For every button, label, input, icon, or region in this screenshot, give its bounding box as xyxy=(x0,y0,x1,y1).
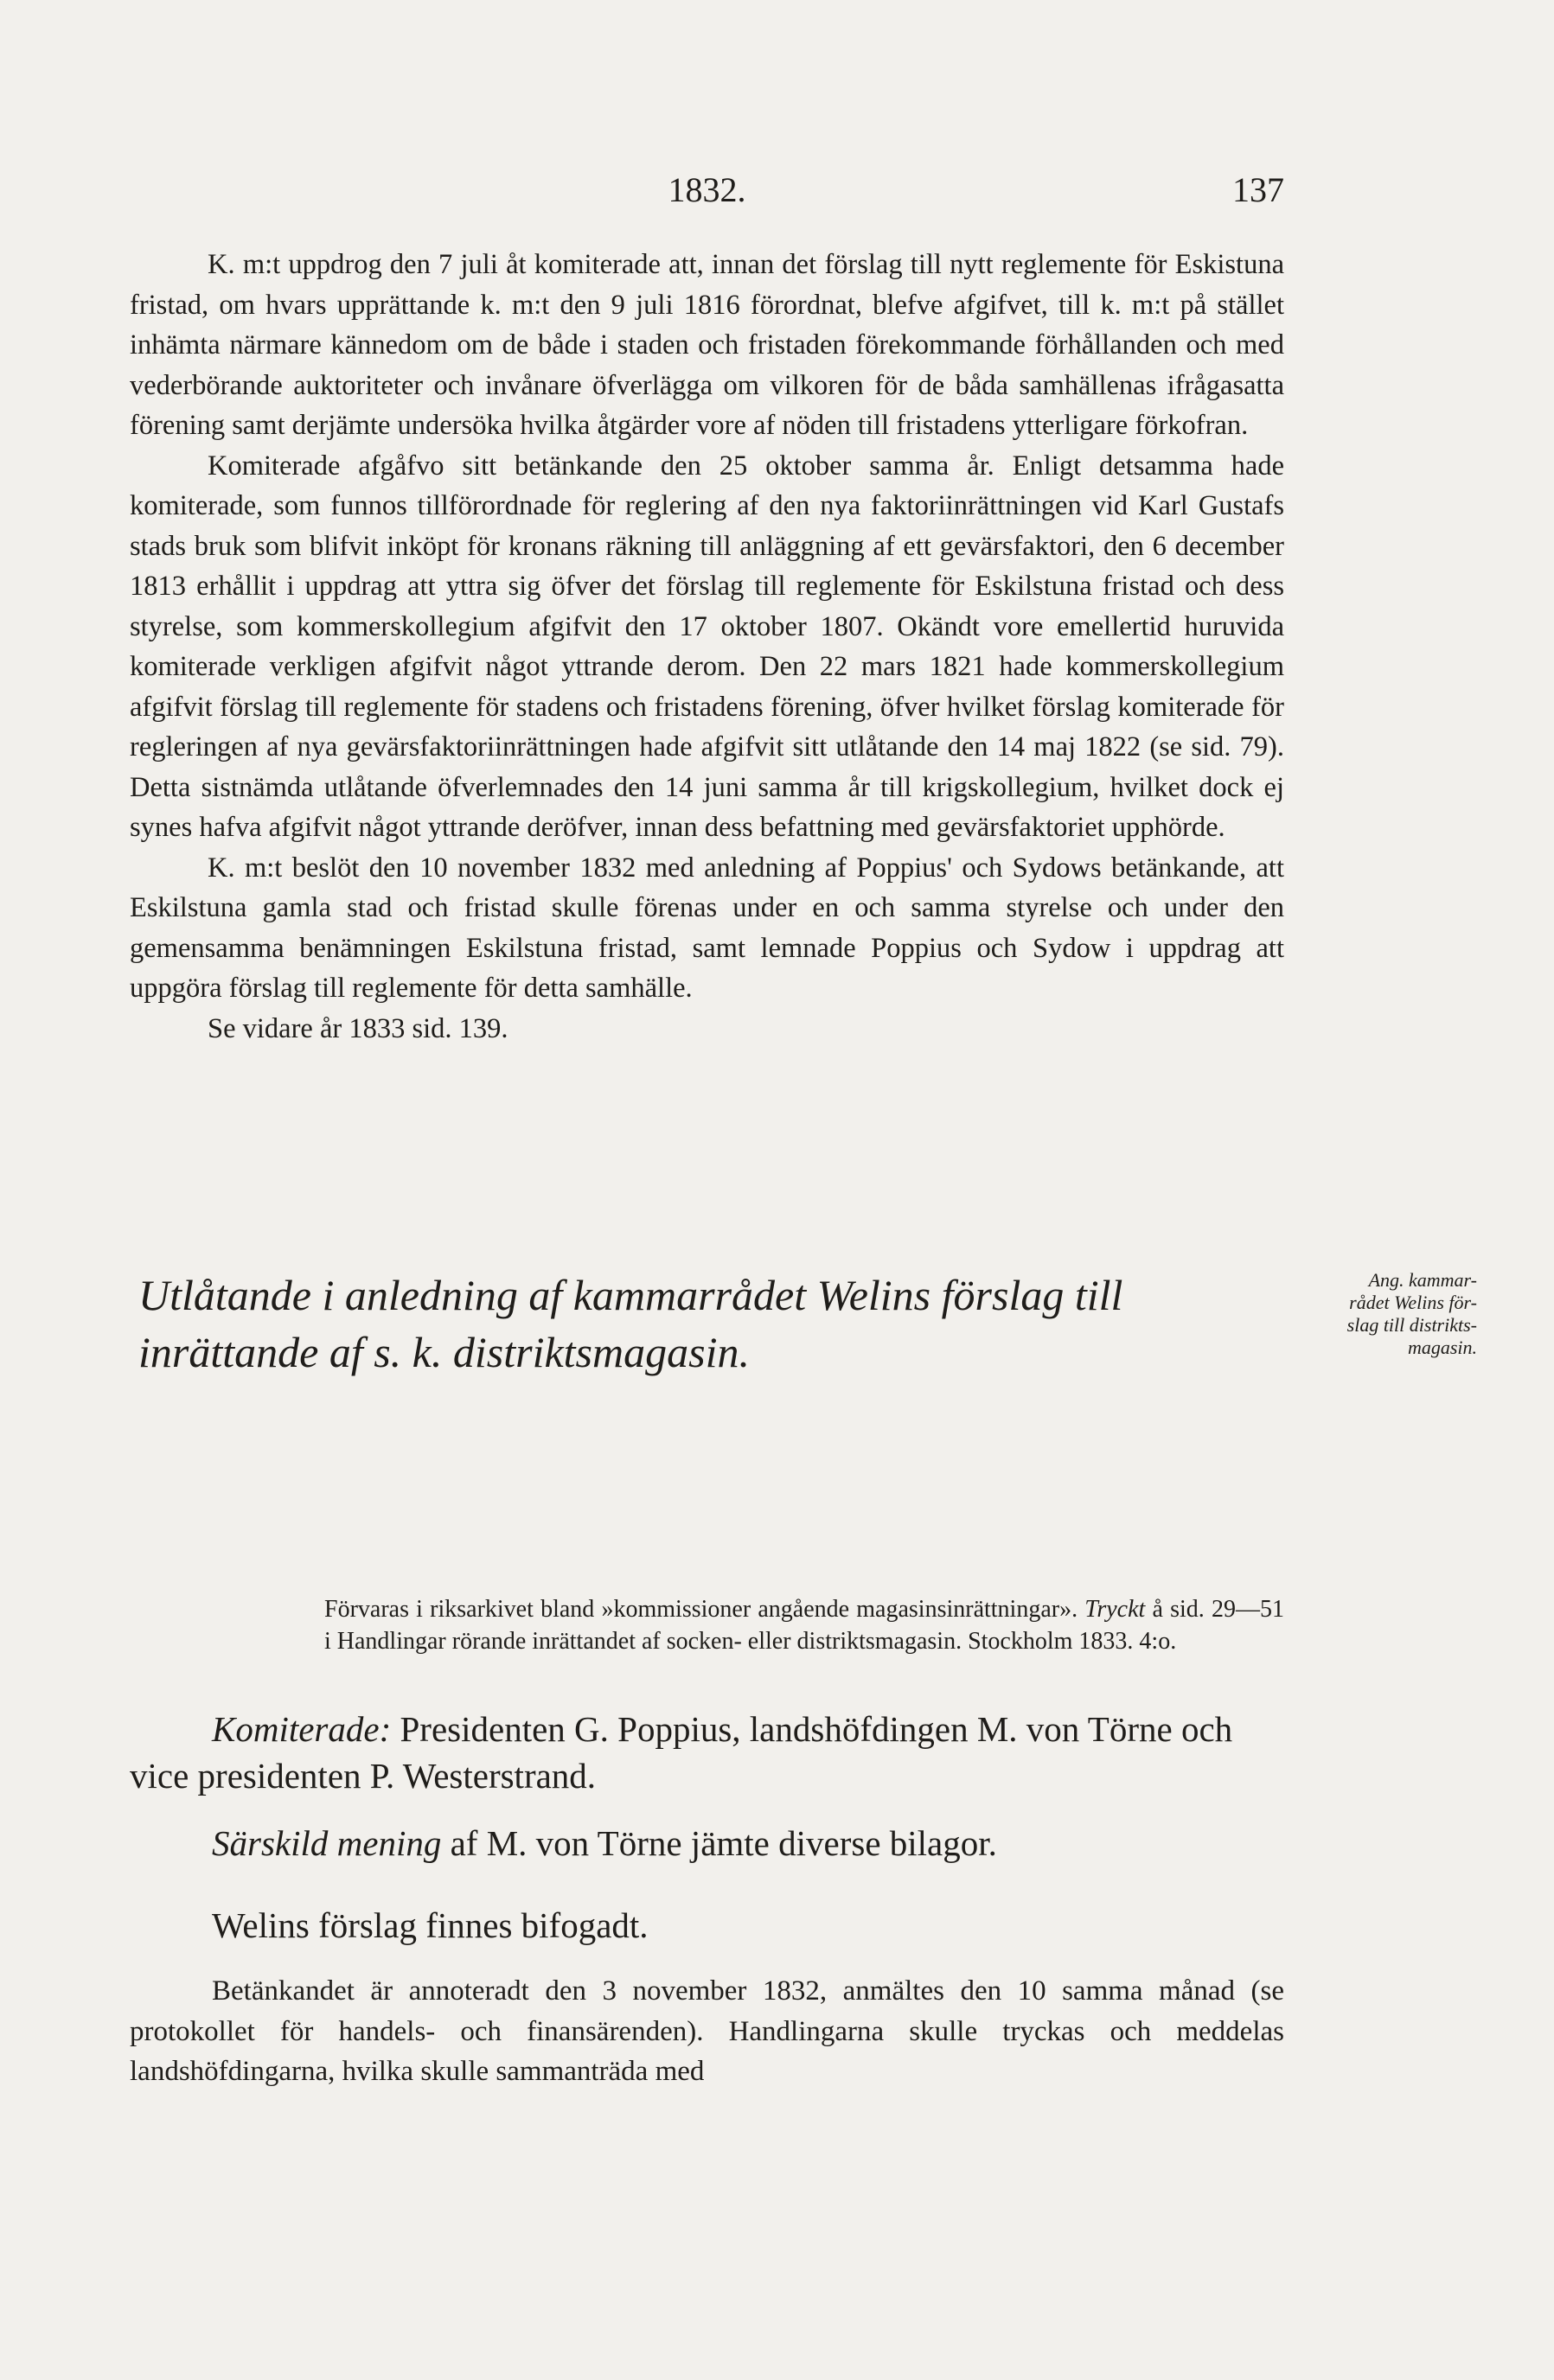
source-note xyxy=(324,1593,1284,1657)
page-number: 137 xyxy=(1232,170,1284,209)
section-heading xyxy=(138,1267,1280,1381)
komiterade-label: Komiterade: xyxy=(212,1709,392,1749)
source-note-text: Förvaras i riksarkivet bland »kommissioner angående magasinsinrättningar». xyxy=(324,1596,1085,1623)
paragraph-3: K. m:t beslöt den 10 november 1832 med anledning af Poppius' och Sydows betänkande, att Eskilstuna gamla stad och fristad skulle förenas under en och samma styrelse och under den gemensamma benämningen Eskilstuna fristad, samt lemnade Poppius och Sydow i uppdrag att uppgöra förslag till reglemente för detta samhälle. xyxy=(130,852,1284,1004)
section-heading-line-1: Utlåtande i anledning af kammarrådet Welins förslag till xyxy=(138,1271,1123,1319)
paragraph-1: K. m:t uppdrog den 7 juli åt komiterade att, innan det förslag till nytt reglemente för Eskistuna fristad, om hvars upprättande k. m:t den 9 juli 1816 förordnat, blefve afgifvet, till k. m:t på stället inhämta närmare kännedom om de både i staden och fristaden förekommande förhållanden och med vederbörande auktoriteter och invånare öfverlägga om vilkoren för de båda samhällenas ifrågasatta förening samt derjämte undersöka hvilka åtgärder vore af nöden till fristadens ytterligare förkofran. xyxy=(130,249,1284,441)
sarskild-mening-line xyxy=(212,1820,1284,1866)
sarskild-text: af M. von Törne jämte diverse bilagor. xyxy=(441,1823,997,1863)
komiterade-names: Presidenten G. Poppius, landshöfdingen M. von Törne och vice presidenten P. Westerstrand. xyxy=(130,1709,1233,1796)
margin-note-line-2: rådet Welins för- xyxy=(1349,1292,1477,1313)
margin-note-line-1: Ang. kammar- xyxy=(1368,1269,1477,1291)
header-year: 1832. xyxy=(668,170,746,209)
sarskild-label: Särskild mening xyxy=(212,1823,442,1863)
see-also-line: Se vidare år 1833 sid. 139. xyxy=(208,1012,508,1044)
margin-note-line-4: magasin. xyxy=(1407,1337,1477,1358)
source-note-italic: Tryckt xyxy=(1084,1596,1146,1623)
source-note-text-end: å sid. 29—51 i Handlingar rörande inrättandet af socken- eller distriktsmagasin. Stockholm 1833. 4:o. xyxy=(324,1596,1284,1655)
running-header xyxy=(130,169,1284,221)
paragraph-2: Komiterade afgåfvo sitt betänkande den 25 oktober samma år. Enligt detsamma hade komiterade, som funnos tillförordnade för reglering af den nya faktoriinrättningen vid Karl Gustafs stads bruk som blifvit inköpt för kronans räkning till anläggning af ett gevärsfaktori, den 6 december 1813 erhållit i uppdrag att yttra sig öfver det förslag till reglemente för Eskilstuna fristad och dess styrelse, som kommerskollegium afgifvit den 17 oktober 1807. Okändt vore emellertid huruvida komiterade verkligen afgifvit något yttrande derom. Den 22 mars 1821 hade kommerskollegium afgifvit förslag till reglemente för stadens och fristadens förening, öfver hvilket förslag komiterade för regleringen af nya gevärsfaktoriinrättningen hade afgifvit sitt utlåtande den 14 maj 1822 (se sid. 79). Detta sistnämda utlåtande öfverlemnades den 14 juni samma år till krigskollegium, hvilket dock ej synes hafva afgifvit något yttrande deröfver, innan dess befattning med gevärsfaktoriet upphörde. xyxy=(130,450,1284,843)
welins-line: Welins förslag finnes bifogadt. xyxy=(212,1905,649,1945)
komiterade-line xyxy=(130,1706,1284,1799)
margin-note-line-3: slag till distrikts- xyxy=(1346,1314,1477,1336)
section-heading-line-2: inrättande af s. k. distriktsmagasin. xyxy=(138,1328,750,1376)
body-section-1832 xyxy=(130,245,1284,1049)
closing-paragraph: Betänkandet är annoteradt den 3 november 1832, anmältes den 10 samma månad (se protokollet för handels- och finansärenden). Handlingarna skulle tryckas och meddelas landshöfdingarna, hvilka skulle sammanträda med xyxy=(130,1975,1284,2087)
margin-note xyxy=(1278,1269,1477,1359)
closing-paragraph-block xyxy=(130,1971,1284,2092)
